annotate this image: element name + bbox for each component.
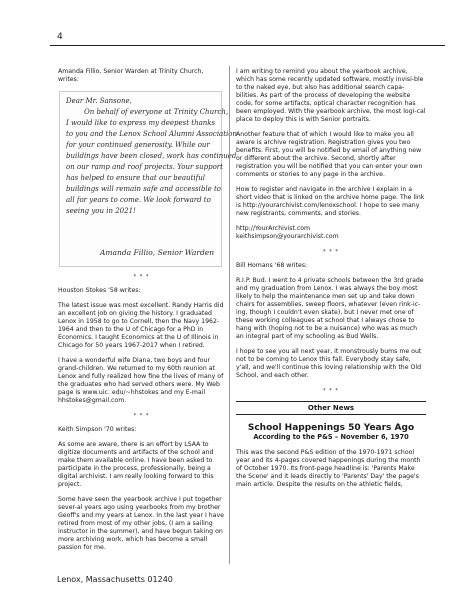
section-separator: * * * [323, 249, 339, 255]
letter-signature: Amanda Fillio, Senior Warden [100, 248, 215, 257]
paragraph: R.I.P. Bud. I went to 4 private schools between the 3rd grade and my graduation from Lenox. I was always the boy most likely to help the maintenance men set up and take down chairs for assemblies, sweep floors, whatever (even rink-ic-ing, though I couldn't even skate), but I never met one of these working colleagues at school that I always chose to hang with (hoping not to be a nuisance) who was as much an integral part of my schooling as Bud Wells. [236, 277, 424, 340]
letter-line: seeing you in 2021! [66, 207, 136, 215]
section-separator: * * * [133, 413, 150, 419]
section-separator: * * * [133, 274, 150, 280]
letter-line: I would like to express my deepest thanks [66, 119, 216, 127]
letter-line: buildings have been closed, work has continued [66, 152, 237, 160]
paragraph: I am writing to remind you about the yearbook archive, which has some recently updated software, mostly invisi-ble to the naked eye, but also has additional search capa-bilities. As part of the process of developing the website code, for some artifacts, optical character recognition has been employed. With the yearbook archive, the most logi-cal place to deploy this is with Senior portraits. [236, 68, 426, 123]
letter-line: on our ramp and roof projects. Your support [66, 163, 223, 171]
page-number: 4 [57, 32, 63, 42]
letter-heading-simpson: Keith Simpson '70 writes: [58, 426, 137, 433]
handwritten-letter-image [59, 91, 238, 267]
letter-line: for your continued generosity. While our [66, 141, 210, 149]
paragraph: Some have seen the yearbook archive I put together sever-al years ago using yearbooks from my brother Geoff's and my years at Lenox. In the last year I have retired from most of my other jobs, (I am a sailing instructor in the summer), and have begun taking on more archiving work, which has become a small passion for me. [58, 496, 224, 551]
archive-email: keithsimpson@yourarchivist.com [236, 233, 339, 240]
letter-line: On behalf of everyone at Trinity Church, [84, 108, 229, 116]
section-separator: * * * [323, 388, 339, 394]
paragraph: The latest issue was most excellent. Randy Harris did an excellent job on giving the history. I graduated Lenox in 1958 to go to Cornell, then the Navy 1962-1964 and then to the U of Chicago for a PhD in Economics. I taught Economics at the U of Illinois in Chicago for 50 years 1967-2017 when I retired. [58, 302, 224, 349]
letter-intro: Amanda Fillio, Senior Warden at Trinity Church, writes: [58, 68, 204, 83]
section-title: School Happenings 50 Years Ago [247, 423, 415, 433]
header-rule [50, 45, 445, 46]
left-column [58, 68, 238, 559]
paragraph: How to register and navigate in the archive I explain in a short video that is linked on the archive home page. The link is http://yourarchivist.com/lenoxschool. I hope to see many new registrants, comments, and stories. [236, 186, 425, 217]
column-divider [229, 66, 230, 564]
letter-line: all for years to come. We look forward to [66, 196, 211, 204]
page-footer: Lenox, Massachusetts 01240 [57, 575, 173, 584]
paragraph: I hope to see you all next year, it monstrously bums me out not to be coming to Lenox this fall. Everybody stay safe, y'all, and we'll continue this loving relationship with the Old School, and each other. [236, 348, 422, 379]
letter-line: Dear Mr. Sansone, [66, 97, 132, 105]
letter-line: to you and the Lenox School Alumni Association [66, 130, 238, 138]
paragraph: Another feature that of which I would like to make you all aware is archive registration. Registration gives you two benefits. First, you will be notified by email of anything new or different about the archive. Second, shortly after registration you will be notified that you can enter your own comments or stories to any page in the archive. [236, 131, 423, 178]
paragraph: I have a wonderful wife Diana, two boys and four grand-children. We returned to my 60th reunion at Lenox and fully realized how fine the lives of many of the graduates who had served others were. My Web page is www.uic. edu/~hhstokes and my E-mail hhstokes@gmail.com. [58, 357, 224, 404]
paragraph: As some are aware, there is an effort by LSAA to digitize documents and artifacts of the school and make them available online. I have been asked to participate in the process, professionally, being a digital archivist. I am really looking forward to this project. [58, 441, 214, 488]
archive-url: http://YourArchivist.com [236, 225, 311, 232]
section-subtitle: According to the P&S – November 6, 1970 [253, 433, 409, 441]
right-column [236, 68, 426, 496]
letter-heading-homans: Bill Homans '68 writes: [236, 262, 308, 269]
letter-heading-stokes: Houston Stokes '58 writes: [58, 287, 141, 294]
letter-line: buildings will remain safe and accessible to [66, 185, 222, 193]
letter-line: has helped to ensure that our beautiful [66, 174, 205, 182]
paragraph: This was the second P&S edition of the 1970-1971 school year and its 4-pages covered happenings during the month of October 1970. Its front-page headline is: 'Parents Make the Scene' and it leads directly to 'Parents' Day' the page's main article. Despite the results on the athletic fields, [236, 449, 421, 488]
other-news-banner: Other News [236, 401, 426, 415]
